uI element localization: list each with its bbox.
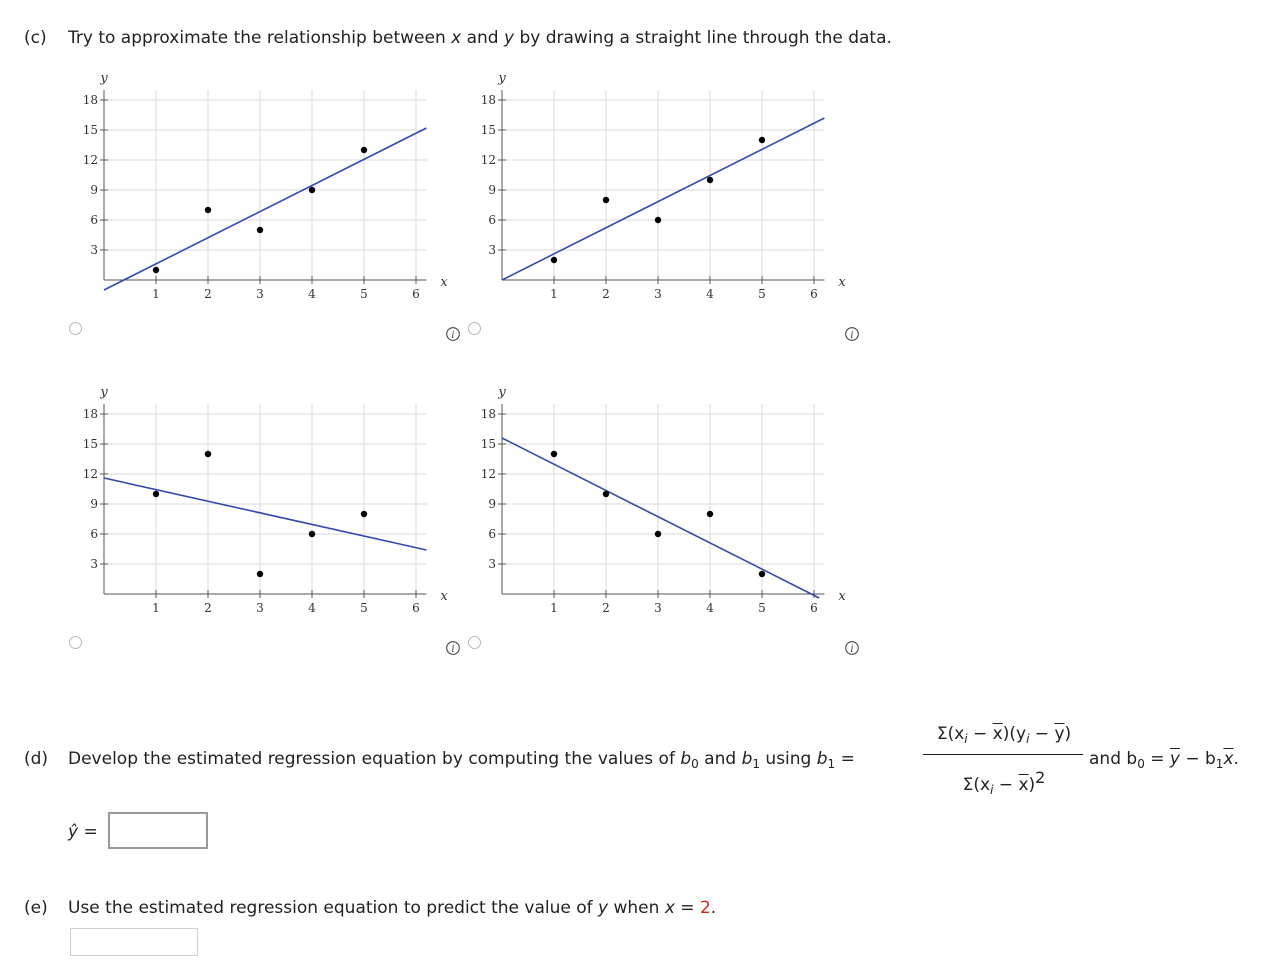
fit-line: [502, 118, 824, 280]
data-point: [257, 227, 263, 233]
x-tick-label: 4: [308, 287, 316, 301]
chart-option-a: [60, 60, 460, 320]
data-point: [309, 531, 315, 537]
y-axis-label: y: [498, 385, 506, 400]
y-tick-label: 3: [90, 243, 98, 257]
y-tick-label: 18: [82, 93, 98, 107]
option-b-radio[interactable]: [468, 322, 481, 335]
x-tick-label: 6: [810, 287, 818, 301]
data-point: [309, 187, 315, 193]
y-tick-label: 3: [90, 557, 98, 571]
svg-text:i: i: [451, 330, 455, 341]
y-tick-label: 12: [480, 153, 496, 167]
x-tick-label: 2: [602, 287, 610, 301]
chart-option-b: [458, 60, 858, 320]
data-point: [707, 177, 713, 183]
y-tick-label: 6: [90, 213, 98, 227]
data-point: [707, 511, 713, 517]
chart-option-c: [60, 374, 460, 634]
x-tick-label: 6: [810, 601, 818, 615]
x-tick-label: 2: [602, 601, 610, 615]
data-point: [655, 531, 661, 537]
info-icon[interactable]: [446, 327, 460, 341]
data-point: [551, 451, 557, 457]
data-point: [759, 571, 765, 577]
x-tick-label: 1: [152, 287, 160, 301]
y-axis-label: y: [100, 385, 108, 400]
y-tick-label: 15: [82, 437, 98, 451]
data-point: [257, 571, 263, 577]
y-tick-label: 15: [480, 437, 496, 451]
x-tick-label: 5: [360, 287, 368, 301]
x-tick-label: 1: [550, 601, 558, 615]
fraction-bar: [923, 754, 1083, 755]
fraction-numerator: $\Sigma(x_i - \overline{x})(y_i - \overline{y})$: [936, 724, 1072, 746]
y-tick-label: 9: [90, 183, 98, 197]
yhat-label: ŷ =: [68, 822, 98, 842]
data-point: [205, 451, 211, 457]
y-tick-label: 18: [480, 93, 496, 107]
part-e-label: (e): [24, 898, 48, 918]
yhat-input[interactable]: [108, 812, 208, 849]
y-tick-label: 15: [82, 123, 98, 137]
option-d-radio[interactable]: [468, 636, 481, 649]
part-d-question: (d) Develop the estimated regression equation by computing the values of $b_0$ and $b_1$ using $b_1$ =: [24, 749, 855, 771]
x-tick-label: 4: [308, 601, 316, 615]
data-point: [361, 147, 367, 153]
data-point: [153, 267, 159, 273]
y-tick-label: 12: [480, 467, 496, 481]
info-icon[interactable]: [446, 641, 460, 655]
data-point: [361, 511, 367, 517]
x-axis-label: x: [440, 275, 448, 290]
x-tick-label: 3: [256, 601, 264, 615]
data-point: [603, 491, 609, 497]
info-icon[interactable]: [845, 327, 859, 341]
option-c-radio[interactable]: [69, 636, 82, 649]
fit-line: [104, 478, 426, 550]
x-tick-label: 4: [706, 601, 714, 615]
fraction-denominator: $\Sigma(x_i - \overline{x})2$: [962, 768, 1046, 797]
y-tick-label: 6: [488, 213, 496, 227]
chart-option-d: [458, 374, 858, 634]
b0-formula: and $b_0 = \overline{y} - b_1\overline{x}$.: [1089, 749, 1239, 771]
y-tick-label: 18: [480, 407, 496, 421]
x-tick-label: 3: [256, 287, 264, 301]
x-tick-label: 3: [654, 287, 662, 301]
data-point: [153, 491, 159, 497]
y-tick-label: 15: [480, 123, 496, 137]
part-e-question: (e) Use the estimated regression equation to predict the value of y when x = 2.: [24, 898, 717, 918]
data-point: [551, 257, 557, 263]
x-tick-label: 4: [706, 287, 714, 301]
prediction-input[interactable]: [70, 928, 198, 956]
y-tick-label: 9: [488, 497, 496, 511]
info-icon[interactable]: [845, 641, 859, 655]
svg-text:i: i: [850, 644, 854, 655]
y-axis-label: y: [498, 71, 506, 86]
x-tick-label: 6: [412, 601, 420, 615]
x-tick-label: 2: [204, 287, 212, 301]
y-tick-label: 12: [82, 153, 98, 167]
y-tick-label: 3: [488, 243, 496, 257]
x-tick-label: 1: [152, 601, 160, 615]
data-point: [759, 137, 765, 143]
x-axis-label: x: [440, 589, 448, 604]
data-point: [205, 207, 211, 213]
part-d-label: (d): [24, 749, 49, 769]
y-tick-label: 3: [488, 557, 496, 571]
fit-line: [104, 128, 426, 290]
y-tick-label: 9: [488, 183, 496, 197]
x-axis-label: x: [838, 589, 846, 604]
x-tick-label: 5: [758, 287, 766, 301]
part-c-question: (c) Try to approximate the relationship between x and y by drawing a straight line through the data.: [24, 28, 892, 48]
x-tick-label: 5: [360, 601, 368, 615]
x-tick-label: 6: [412, 287, 420, 301]
x-axis-label: x: [838, 275, 846, 290]
y-tick-label: 18: [82, 407, 98, 421]
svg-text:i: i: [451, 644, 455, 655]
data-point: [603, 197, 609, 203]
x-tick-label: 5: [758, 601, 766, 615]
data-point: [655, 217, 661, 223]
y-tick-label: 9: [90, 497, 98, 511]
y-axis-label: y: [100, 71, 108, 86]
x-tick-label: 2: [204, 601, 212, 615]
option-a-radio[interactable]: [69, 322, 82, 335]
fit-line: [502, 438, 819, 598]
y-tick-label: 12: [82, 467, 98, 481]
y-tick-label: 6: [90, 527, 98, 541]
part-c-label: (c): [24, 28, 47, 48]
y-tick-label: 6: [488, 527, 496, 541]
svg-text:i: i: [850, 330, 854, 341]
x-tick-label: 3: [654, 601, 662, 615]
x-tick-label: 1: [550, 287, 558, 301]
